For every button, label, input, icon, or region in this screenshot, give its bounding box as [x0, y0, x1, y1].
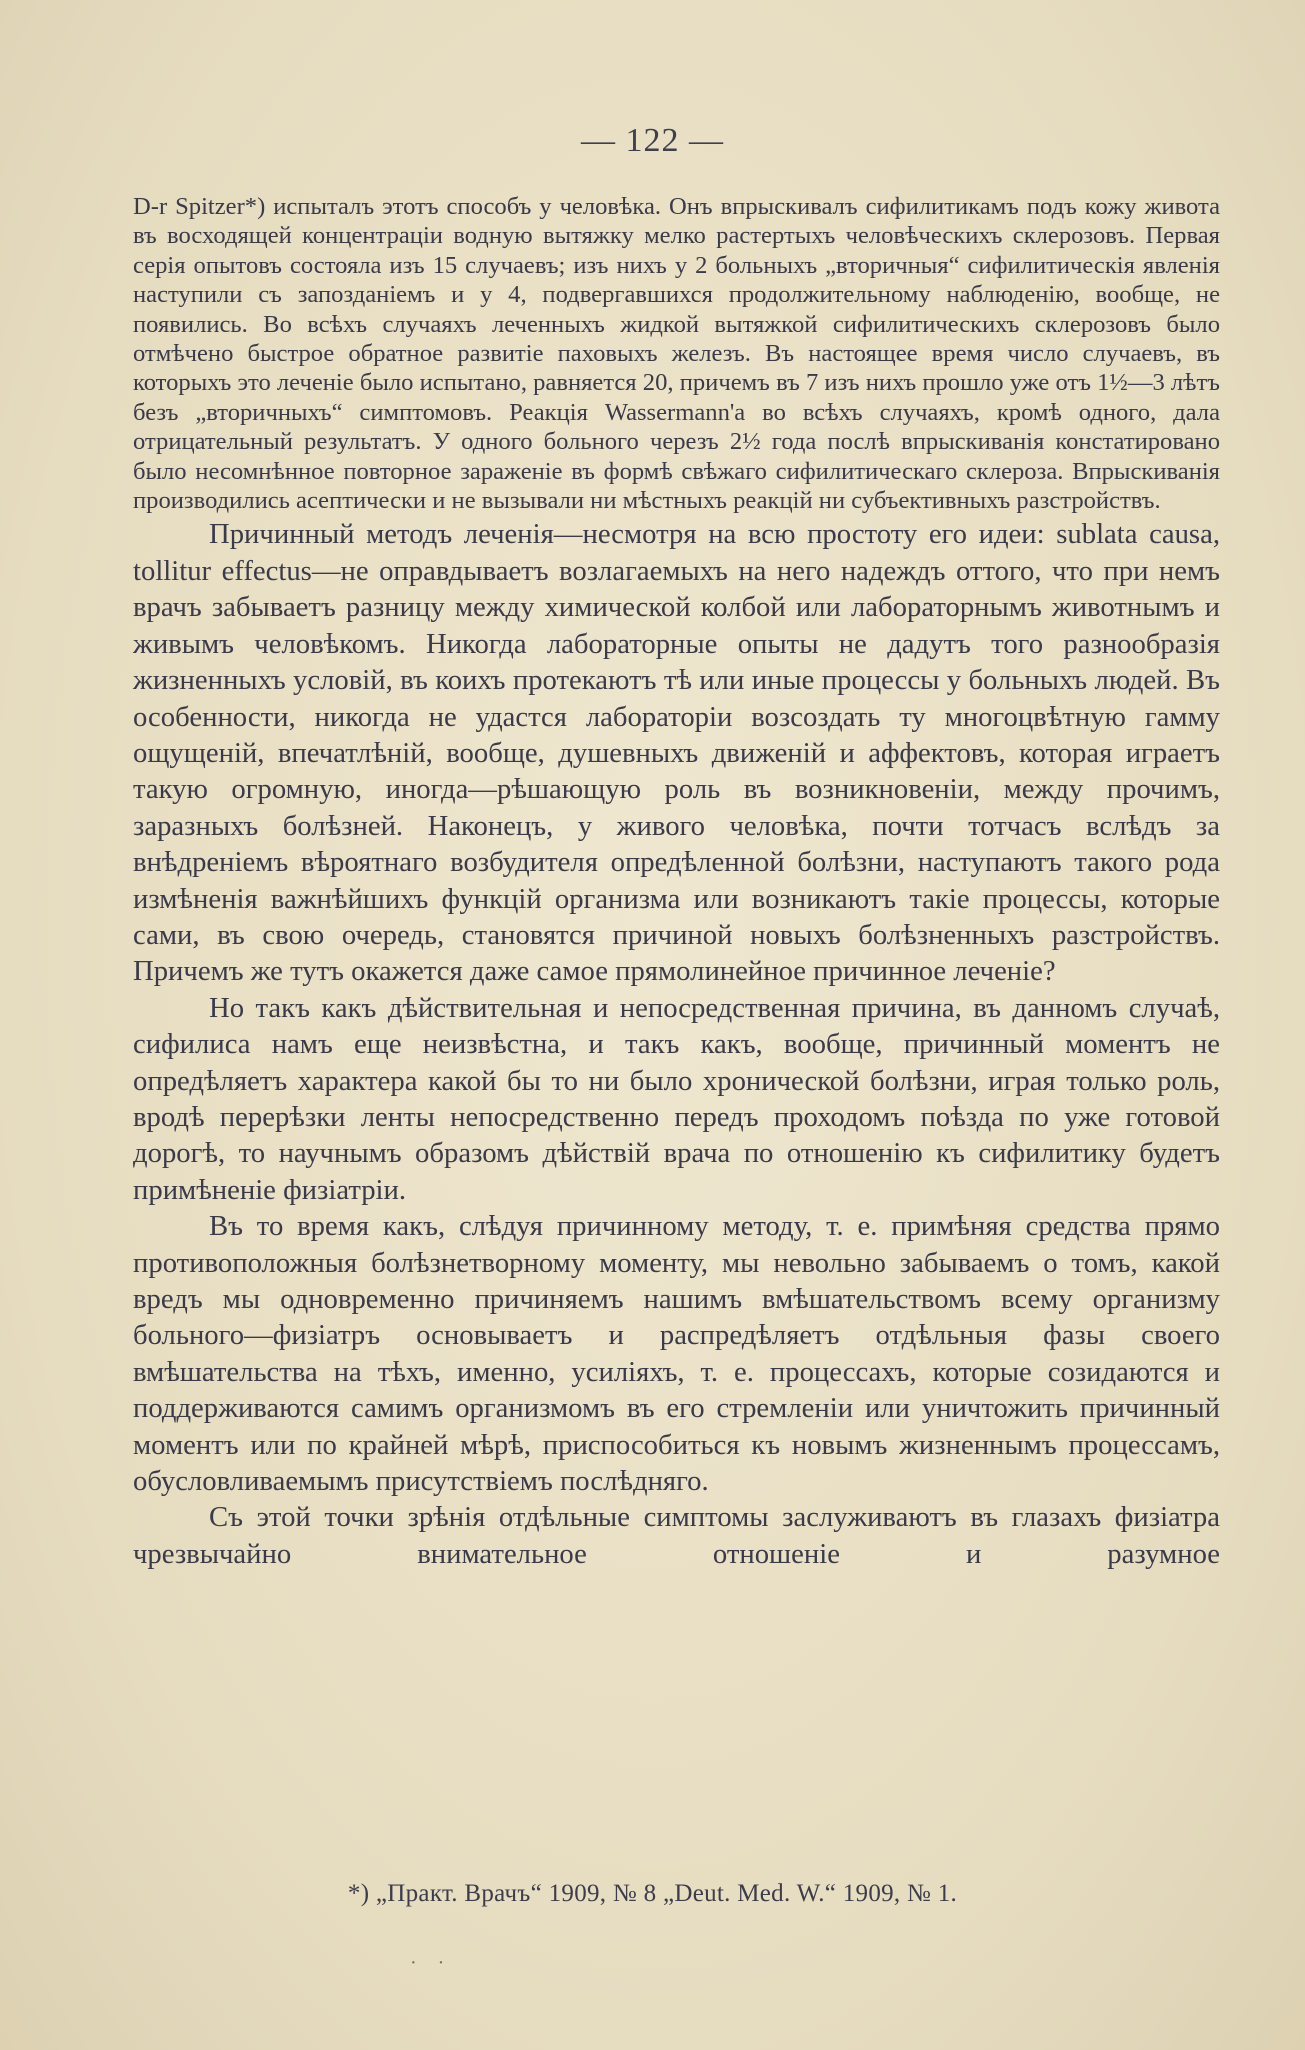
paragraph-4: Въ то время какъ, слѣдуя причинному методу, т. е. примѣняя средства прямо противоположныя болѣзнетворному моменту, мы невольно забываемъ о томъ, какой вредъ мы одновременно причиняемъ нашимъ вмѣшательствомъ всему организму больного—физіатръ основываетъ и распредѣляетъ отдѣльныя фазы своего вмѣшательства на тѣхъ, именно, усиліяхъ, т. е. процессахъ, которые созидаются и поддерживаются самимъ организмомъ въ его стремленіи или уничтожить причинный моментъ или по крайней мѣрѣ, приспособиться къ новымъ жизненнымъ процессамъ, обусловливаемымъ присутствіемъ послѣдняго. [133, 1210, 1220, 1498]
body-text [133, 192, 1220, 1572]
paragraph-3: Но такъ какъ дѣйствительная и непосредственная причина, въ данномъ случаѣ, сифилиса намъ еще неизвѣстна, и такъ какъ, вообще, причинный моментъ не опредѣляетъ характера какой бы то ни было хронической болѣзни, играя только роль, вродѣ перерѣзки ленты непосредственно передъ проходомъ поѣзда по уже готовой дорогѣ, то научнымъ образомъ дѣйствій врача по отношенію къ сифилитику будетъ примѣненіе физіатріи. [133, 991, 1220, 1206]
print-specks: · · [410, 1952, 453, 1974]
small-print-section [133, 192, 1220, 515]
page-number: — 122 — [581, 122, 724, 159]
paragraph-5: Съ этой точки зрѣнія отдѣльные симптомы заслуживаютъ въ глазахъ физіатра чрезвычайно внимательное отношеніе и разумное [133, 1501, 1220, 1570]
footnote: *) „Практ. Врачъ“ 1909, № 8 „Deut. Med. W.“ 1909, № 1. [347, 1880, 958, 1907]
main-text-section [133, 516, 1220, 1572]
paragraph-2: Причинный методъ леченія—несмотря на всю простоту его идеи: sublata causa, tollitur effectus—не оправдываетъ возлагаемыхъ на него надеждъ оттого, что при немъ врачъ забываетъ разницу между химической колбой или лабораторнымъ животнымъ и живымъ человѣкомъ. Никогда лабораторные опыты не дадутъ того разнообразія жизненныхъ условій, въ коихъ протекаютъ тѣ или иные процессы у больныхъ людей. Въ особенности, никогда не удастся лабораторіи возсоздать ту многоцвѣтную гамму ощущеній, впечатлѣній, вообще, душевныхъ движеній и аффектовъ, которая играетъ такую огромную, иногда—рѣшающую роль въ возникновеніи, между прочимъ, заразныхъ болѣзней. Наконецъ, у живого человѣка, почти тотчасъ вслѣдъ за внѣдреніемъ вѣроятнаго возбудителя опредѣленной болѣзни, наступаютъ такого рода измѣненія важнѣйшихъ функцій организма или возникаютъ такіе процессы, которые сами, въ свою очередь, становятся причиной новыхъ болѣзненныхъ разстройствъ. Причемъ же тутъ окажется даже самое прямолинейное причинное леченіе? [133, 518, 1220, 988]
paragraph-1: D-r Spitzer*) испыталъ этотъ способъ у человѣка. Онъ впрыскивалъ сифилитикамъ подъ кожу живота въ восходящей концентраціи водную вытяжку мелко растертыхъ человѣческихъ склерозовъ. Первая серія опытовъ состояла изъ 15 случаевъ; изъ нихъ у 2 больныхъ „вторичныя“ сифилитическія явленія наступили съ запозданіемъ и у 4, подвергавшихся продолжительному наблюденію, вообще, не появились. Во всѣхъ случаяхъ леченныхъ жидкой вытяжкой сифилитическихъ склерозовъ было отмѣчено быстрое обратное развитіе паховыхъ железъ. Въ настоящее время число случаевъ, въ которыхъ это леченіе было испытано, равняется 20, причемъ въ 7 изъ нихъ прошло уже отъ 1½—3 лѣтъ безъ „вторичныхъ“ симптомовъ. Реакція Wassermann'а во всѣхъ случаяхъ, кромѣ одного, дала отрицательный результатъ. У одного больного черезъ 2½ года послѣ впрыскиванія констатировано было несомнѣнное повторное зараженіе въ формѣ свѣжаго сифилитическаго склероза. Впрыскиванія производились асептически и не вызывали ни мѣстныхъ реакцій ни субъективныхъ разстройствъ. [133, 193, 1220, 515]
